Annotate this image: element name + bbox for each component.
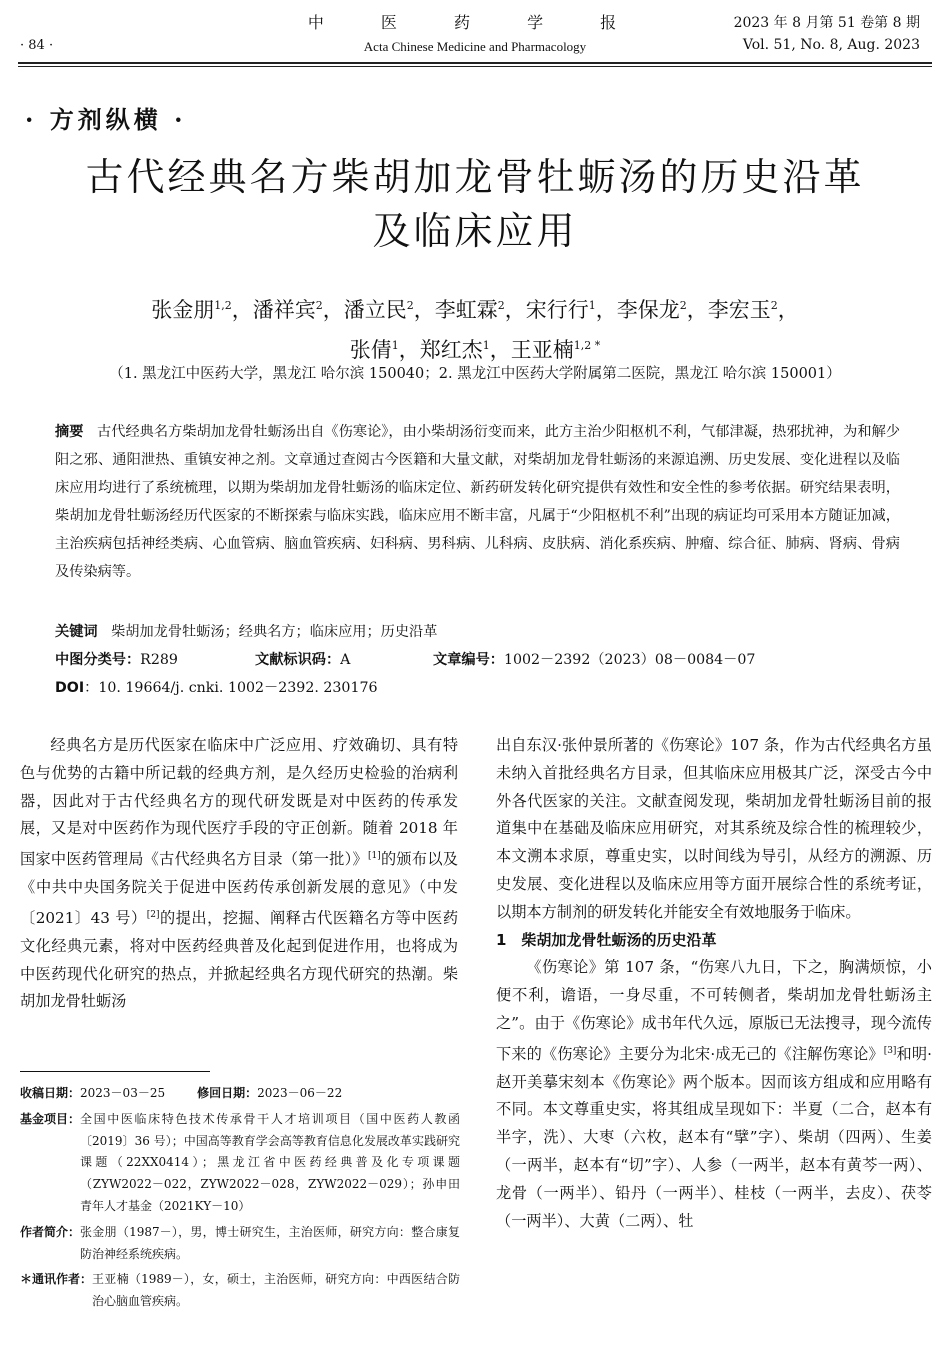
abstract-label: 摘要 <box>55 424 84 440</box>
title-line-1: 古代经典名方柴胡加龙骨牡蛎汤的历史沿革 <box>85 155 865 199</box>
header-rule-thick <box>18 62 932 64</box>
clc-item <box>55 646 255 674</box>
footnote-fund <box>20 1109 460 1218</box>
paragraph-intro <box>20 732 458 1016</box>
history-text-1: 《伤寒论》第 107 条，“伤寒八九日，下之，胸满烦惊，小便不利，谵语，一身尽重，不可转侧者，柴胡加龙骨牡蛎汤主之”。由于《伤寒论》成书年代久远，原版已无法搜寻，现今流传下来的《伤寒论》主要分为北宋·成无己的《注解伤寒论》 <box>496 958 932 1063</box>
article-number-label: 文章编号： <box>433 652 504 668</box>
author-separator: ， <box>398 338 420 362</box>
title-line-2: 及临床应用 <box>372 209 578 253</box>
keywords-label: 关键词 <box>55 624 98 640</box>
author-affiliation-mark: 2 <box>679 299 687 312</box>
abstract <box>55 418 900 586</box>
clc-label: 中图分类号： <box>55 652 141 668</box>
author-line-1 <box>0 288 950 328</box>
author-affiliation-mark: 1,2 * <box>573 339 601 352</box>
clc-value: R289 <box>140 652 178 668</box>
author-separator: ， <box>686 298 708 322</box>
article-title <box>0 150 950 258</box>
author-affiliation-mark: 2 <box>770 299 778 312</box>
fund-text: 全国中医临床特色技术传承骨干人才培训项目（国中医药人教函〔2019〕36 号）；中国高等教育学会高等教育信息化发展改革实践研究课题（22XX0414）；黑龙江省中医药经典普及化专项课题（ZYW2022－022，ZYW2022－028，ZYW2022－029）；孙申田青年人才基金（2021KY－10） <box>80 1111 460 1213</box>
page-number: · 84 · <box>20 38 54 53</box>
author-name: 张倩 <box>349 338 392 362</box>
corresponding-text: 王亚楠（1989－），女，硕士，主治医师，研究方向：中西医结合防治心脑血管疾病。 <box>92 1272 460 1309</box>
author-separator: ， <box>322 298 344 322</box>
author-affiliation-mark: 2 <box>497 299 505 312</box>
body-left-column <box>20 732 458 1016</box>
author-intro-label: 作者简介： <box>20 1224 81 1239</box>
header-rule-thin <box>18 66 932 67</box>
doi-label: DOI <box>55 680 85 696</box>
author-name: 李保龙 <box>616 298 680 322</box>
journal-name-cn: 中 医 药 学 报 <box>307 13 643 32</box>
corresponding-label: ＊通讯作者： <box>20 1272 93 1287</box>
citation-2[interactable]: [2] <box>146 909 160 920</box>
author-affiliation-mark: 1 <box>482 339 490 352</box>
issue-info <box>734 12 920 56</box>
received-date: 2023－03－25 <box>80 1086 166 1100</box>
history-text-2: 和明·赵开美摹宋刻本《伤寒论》两个版本。因而该方组成和应用略有不同。本文尊重史实，将其组成呈现如下：半夏（二合，赵本有半字，洗）、大枣（六枚，赵本有“擘”字）、柴胡（四两）、生姜（一两半，赵本有“切”字）、人参（一两半，赵本有黄芩一两）、龙骨（一两半）、铅丹（一两半）、桂枝（一两半，去皮）、茯苓（一两半）、大黄（二两）、牡 <box>496 1044 933 1230</box>
author-name: 王亚楠 <box>510 338 574 362</box>
author-list <box>0 288 950 368</box>
author-affiliation-mark: 2 <box>315 299 323 312</box>
intro-text-1: 经典名方是历代医家在临床中广泛应用、疗效确切、具有特色与优势的古籍中所记载的经典方剂，是久经历史检验的治病利器，因此对于古代经典名方的现代研发既是对中医药的传承发展，又是对中医药作为现代医疗手段的守正创新。随着 2018 年国家中医药管理局《古代经典名方目录（第一批）》 <box>20 736 458 869</box>
revised-date: 2023－06－22 <box>257 1086 343 1100</box>
keywords <box>55 618 900 646</box>
footnote-author <box>20 1222 460 1266</box>
article-number-item <box>433 646 755 674</box>
author-name: 李虹霖 <box>434 298 498 322</box>
author-separator: ， <box>777 298 799 322</box>
doi <box>55 674 378 702</box>
footnote-corresponding <box>20 1269 460 1313</box>
revised-label: 修回日期： <box>197 1086 258 1100</box>
article-number-value: 1002－2392（2023）08－0084－07 <box>503 652 756 668</box>
author-name: 潘祥宾 <box>252 298 316 322</box>
journal-name-en: Acta Chinese Medicine and Pharmacology <box>363 39 587 54</box>
author-affiliation-mark: 2 <box>406 299 414 312</box>
classification-row <box>55 646 900 674</box>
section-heading-1: 1 柴胡加龙骨牡蛎汤的历史沿革 <box>496 930 717 949</box>
author-name: 张金朋 <box>151 298 215 322</box>
intro-text-2: 的颁布以及《中共中央国务院关于促进中医药传承创新发展的意见》（中发〔2021〕43 号） <box>20 850 458 927</box>
author-separator: ， <box>231 298 253 322</box>
doc-code-label: 文献标识码： <box>255 652 341 668</box>
fund-label: 基金项目： <box>20 1111 81 1126</box>
paragraph-history <box>496 954 932 1235</box>
doc-code-item <box>255 646 433 674</box>
doc-code-value: A <box>340 652 351 668</box>
body-right-column <box>496 732 932 1235</box>
paragraph-intro-cont: 出自东汉·张仲景所著的《伤寒论》107 条，作为古代经典名方虽未纳入首批经典名方目录，但其临床应用极其广泛，深受古今中外各代医家的关注。文献查阅发现，柴胡加龙骨牡蛎汤目前的报道集中在基础及临床应用研究，对其系统及综合性的梳理较少，本文溯本求原，尊重史实，以时间线为导引，从经方的溯源、历史发展、变化进程以及临床应用等方面开展综合性的系统考证，以期本方制剂的研发转化并能安全有效地服务于临床。 <box>496 736 932 921</box>
author-affiliation-mark: 1 <box>588 299 596 312</box>
citation-3[interactable]: [3] <box>883 1045 897 1056</box>
footnotes <box>20 1083 460 1313</box>
author-name: 潘立民 <box>343 298 407 322</box>
keywords-text: 柴胡加龙骨牡蛎汤；经典名方；临床应用；历史沿革 <box>111 624 438 640</box>
author-separator: ， <box>413 298 435 322</box>
doi-value: ：10. 19664/j. cnki. 1002－2392. 230176 <box>84 680 378 696</box>
author-affiliation-mark: 1,2 <box>214 299 232 312</box>
author-separator: ， <box>504 298 526 322</box>
author-name: 宋行行 <box>525 298 589 322</box>
received-label: 收稿日期： <box>20 1086 81 1100</box>
issue-cn: 2023 年 8 月第 51 卷第 8 期 <box>733 15 920 31</box>
citation-1[interactable]: [1] <box>367 851 381 862</box>
author-name: 郑红杰 <box>419 338 483 362</box>
author-name: 李宏玉 <box>707 298 771 322</box>
affiliation: （1. 黑龙江中医药大学，黑龙江 哈尔滨 150040；2. 黑龙江中医药大学附属第二医院，黑龙江 哈尔滨 150001） <box>109 366 841 382</box>
author-affiliation-mark: 1 <box>391 339 399 352</box>
author-intro-text: 张金朋（1987－），男，博士研究生，主治医师，研究方向：整合康复防治神经系统疾病。 <box>80 1224 460 1261</box>
abstract-text: 古代经典名方柴胡加龙骨牡蛎汤出自《伤寒论》，由小柴胡汤衍变而来，此方主治少阳枢机不利，气郁津凝，热邪扰神，为和解少阳之邪、通阳泄热、重镇安神之剂。文章通过查阅古今医籍和大量文献，对柴胡加龙骨牡蛎汤的来源追溯、历史发展、变化进程以及临床应用均进行了系统梳理，以期为柴胡加龙骨牡蛎汤的临床定位、新药研发转化研究提供有效性和安全性的参考依据。研究结果表明，柴胡加龙骨牡蛎汤经历代医家的不断探索与临床实践，临床应用不断丰富，凡属于“少阳枢机不利”出现的病证均可采用本方随证加减，主治疾病包括神经类病、心血管病、脑血管疾病、妇科病、男科病、儿科病、皮肤病、消化系疾病、肿瘤、综合征、肺病、肾病、骨病及传染病等。 <box>55 424 901 580</box>
author-separator: ， <box>489 338 511 362</box>
issue-en: Vol. 51, No. 8, Aug. 2023 <box>742 37 920 53</box>
footnote-rule <box>20 1071 210 1072</box>
footnote-dates <box>20 1083 460 1105</box>
intro-text-3: 的提出，挖掘、阐释古代医籍名方等中医药文化经典元素，将对中医药经典普及化起到促进作用，也将成为中医药现代化研究的热点，并掀起经典名方现代研究的热潮。柴胡加龙骨牡蛎汤 <box>20 908 459 1011</box>
column-tag: · 方剂纵横 · <box>25 105 187 134</box>
author-separator: ， <box>595 298 617 322</box>
